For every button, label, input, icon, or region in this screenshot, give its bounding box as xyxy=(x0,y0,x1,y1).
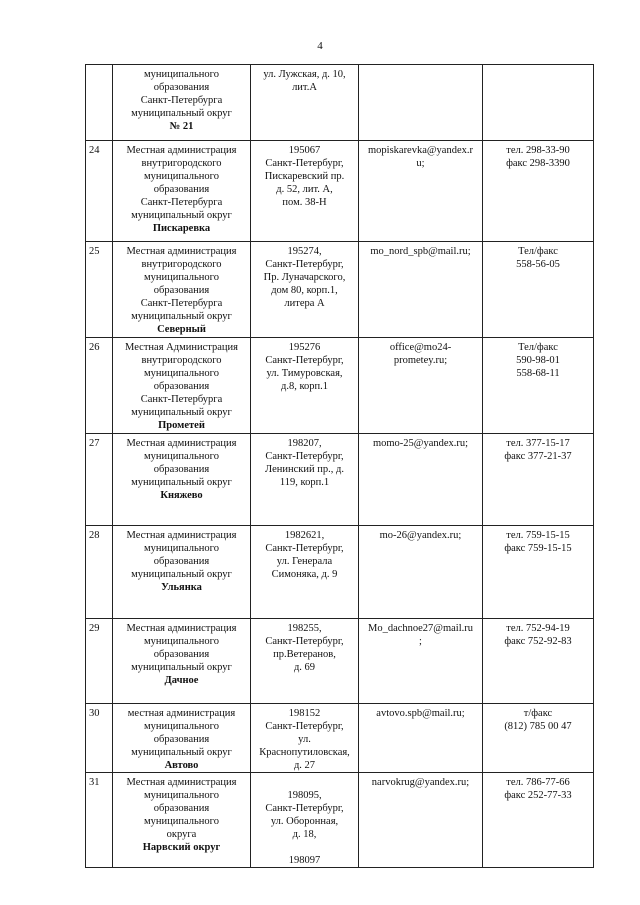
row-number: 30 xyxy=(86,704,113,773)
name-line: муниципальный округ xyxy=(131,210,232,221)
address-line: 198097 xyxy=(288,855,321,866)
name-line: образования xyxy=(153,803,210,814)
address-line: ул. Генерала xyxy=(276,556,333,567)
address-line: Краснопутиловская, xyxy=(259,747,350,758)
email xyxy=(359,338,483,434)
email xyxy=(359,141,483,242)
email-line: narvokrug@yandex.ru; xyxy=(371,777,470,788)
name-line: Местная Администрация xyxy=(125,342,238,353)
name-line: Местная администрация xyxy=(126,530,237,541)
row-number xyxy=(86,65,113,141)
administration-name xyxy=(113,704,251,773)
address-line: Санкт-Петербург, xyxy=(265,259,344,270)
name-line: Санкт-Петербурга xyxy=(140,394,223,405)
row-number: 28 xyxy=(86,526,113,619)
address xyxy=(251,434,359,526)
name-line: образования xyxy=(153,285,210,296)
email-line: momo-25@yandex.ru; xyxy=(372,438,469,449)
table-row xyxy=(86,619,594,704)
table-row xyxy=(86,526,594,619)
administration-name xyxy=(113,434,251,526)
administration-name xyxy=(113,526,251,619)
address-line: пом. 38-Н xyxy=(282,197,327,208)
name-line: муниципального xyxy=(144,721,219,732)
address-line xyxy=(254,841,355,854)
name-line: муниципальный округ xyxy=(131,108,232,119)
address-line: Ленинский пр., д. xyxy=(265,464,344,475)
address-line: д.8, корп.1 xyxy=(280,381,329,392)
address-line: ул. xyxy=(298,734,311,745)
email xyxy=(359,65,483,141)
name-line: муниципального xyxy=(144,790,219,801)
address-line: Пр. Луначарского, xyxy=(263,272,346,283)
name-line: внутригородского xyxy=(141,158,222,169)
phone xyxy=(483,434,594,526)
name-line: внутригородского xyxy=(141,259,222,270)
district-name: Пискаревка xyxy=(152,223,211,234)
name-line: образования xyxy=(153,464,210,475)
address-line: 195067 xyxy=(288,145,321,156)
district-name: Княжево xyxy=(160,490,203,501)
name-line: внутригородского xyxy=(141,355,222,366)
address xyxy=(251,141,359,242)
row-number: 26 xyxy=(86,338,113,434)
district-name: Нарвский округ xyxy=(142,842,221,853)
table-row xyxy=(86,65,594,141)
name-line: муниципального xyxy=(144,69,219,80)
address-line: лит.А xyxy=(292,82,317,93)
address-line: Санкт-Петербург, xyxy=(265,543,344,554)
phone xyxy=(483,141,594,242)
phone xyxy=(483,704,594,773)
email-line: mopiskarevka@yandex.r xyxy=(367,145,473,156)
email-line: office@mo24- xyxy=(389,342,452,353)
email-line: avtovo.spb@mail.ru; xyxy=(376,708,465,719)
address-line: 195274, xyxy=(287,246,322,257)
name-line: образования xyxy=(153,734,210,745)
address-line: Санкт-Петербург, xyxy=(265,451,344,462)
phone-line: 558-68-11 xyxy=(516,368,560,379)
table-row xyxy=(86,704,594,773)
email xyxy=(359,434,483,526)
address xyxy=(251,773,359,868)
name-line: Местная администрация xyxy=(126,438,237,449)
district-name: Прометей xyxy=(158,420,205,431)
address-line: Санкт-Петербург, xyxy=(265,721,344,732)
email-line: mo_nord_spb@mail.ru; xyxy=(370,246,471,257)
address-line: д. 27 xyxy=(293,760,316,771)
address-line: Пискаревский пр. xyxy=(264,171,345,182)
name-line: Местная администрация xyxy=(126,777,237,788)
address xyxy=(251,242,359,338)
address-line: 119, корп.1 xyxy=(279,477,330,488)
row-number: 31 xyxy=(86,773,113,868)
address xyxy=(251,526,359,619)
administration-name xyxy=(113,65,251,141)
email-line: mo-26@yandex.ru; xyxy=(379,530,462,541)
page-number: 4 xyxy=(317,40,323,52)
address-line: 198207, xyxy=(287,438,322,449)
table-body xyxy=(86,65,594,868)
name-line: муниципального xyxy=(144,368,219,379)
email xyxy=(359,704,483,773)
name-line: муниципальный округ xyxy=(131,407,232,418)
district-name: Ульянка xyxy=(161,582,202,593)
name-line: муниципальный округ xyxy=(131,747,232,758)
address-line: 198152 xyxy=(288,708,321,719)
phone-line: тел. 786-77-66 xyxy=(506,777,570,788)
phone-line: факс 298-3390 xyxy=(506,158,570,169)
email xyxy=(359,773,483,868)
name-line: Местная администрация xyxy=(126,246,237,257)
address-line: 195276 xyxy=(288,342,321,353)
email xyxy=(359,619,483,704)
phone-line: (812) 785 00 47 xyxy=(504,721,572,732)
address-line: 198255, xyxy=(287,623,322,634)
email-line: Mo_dachnoe27@mail.ru xyxy=(367,623,474,634)
name-line: муниципальный округ xyxy=(131,662,232,673)
address-line xyxy=(254,776,355,789)
name-line: Санкт-Петербурга xyxy=(140,95,223,106)
name-line: Санкт-Петербурга xyxy=(140,197,223,208)
administration-name xyxy=(113,338,251,434)
email xyxy=(359,526,483,619)
name-line: образования xyxy=(153,649,210,660)
administration-name xyxy=(113,619,251,704)
address-line: пр.Ветеранов, xyxy=(273,649,336,660)
name-line: муниципальный округ xyxy=(131,569,232,580)
name-line: Санкт-Петербурга xyxy=(140,298,223,309)
address-line: ул. Оборонная, xyxy=(270,816,339,827)
name-line: муниципального xyxy=(144,272,219,283)
address-line: Санкт-Петербург, xyxy=(265,803,344,814)
address-line: дом 80, корп.1, xyxy=(271,285,338,296)
table-row xyxy=(86,773,594,868)
email-line: u; xyxy=(416,158,425,169)
district-name: Автово xyxy=(164,760,199,771)
phone-line: Тел/факс xyxy=(518,342,558,353)
address-line: Санкт-Петербург, xyxy=(265,355,344,366)
phone xyxy=(483,65,594,141)
name-line: муниципального xyxy=(144,171,219,182)
address xyxy=(251,619,359,704)
phone-line: факс 759-15-15 xyxy=(504,543,572,554)
address-line: 198095, xyxy=(287,790,322,801)
phone xyxy=(483,619,594,704)
email-line: ; xyxy=(419,636,422,647)
name-line: местная администрация xyxy=(127,708,236,719)
name-line: муниципального xyxy=(144,451,219,462)
phone-line: факс 377-21-37 xyxy=(504,451,572,462)
phone-line: тел. 298-33-90 xyxy=(506,145,570,156)
name-line: Местная администрация xyxy=(126,145,237,156)
administration-name xyxy=(113,242,251,338)
administration-table xyxy=(85,64,594,868)
address-line: Санкт-Петербург, xyxy=(265,158,344,169)
row-number: 25 xyxy=(86,242,113,338)
address-line: Санкт-Петербург, xyxy=(265,636,344,647)
address-line: ул. Лужская, д. 10, xyxy=(263,69,346,80)
administration-name xyxy=(113,773,251,868)
phone xyxy=(483,773,594,868)
name-line: образования xyxy=(153,556,210,567)
phone-line: 590-98-01 xyxy=(516,355,560,366)
name-line: муниципальный округ xyxy=(131,477,232,488)
address-line: д. 69 xyxy=(293,662,316,673)
name-line: образования xyxy=(153,184,210,195)
name-line: муниципальный округ xyxy=(131,311,232,322)
email-line: prometey.ru; xyxy=(393,355,448,366)
phone-line: Тел/факс xyxy=(518,246,558,257)
address-line: ул. Тимуровская, xyxy=(266,368,343,379)
address-line: д. 52, лит. А, xyxy=(276,184,333,195)
administration-name xyxy=(113,141,251,242)
phone-line: тел. 759-15-15 xyxy=(506,530,570,541)
table-row xyxy=(86,338,594,434)
table-row xyxy=(86,434,594,526)
phone-line: тел. 377-15-17 xyxy=(506,438,570,449)
address-line: 1982621, xyxy=(284,530,325,541)
phone-line: тел. 752-94-19 xyxy=(506,623,570,634)
phone xyxy=(483,338,594,434)
district-name: Северный xyxy=(157,324,206,335)
name-line: округа xyxy=(166,829,197,840)
phone-line: факс 752-92-83 xyxy=(504,636,572,647)
address-line: д. 18, xyxy=(292,829,317,840)
address xyxy=(251,338,359,434)
row-number: 27 xyxy=(86,434,113,526)
name-line: Местная администрация xyxy=(126,623,237,634)
row-number: 29 xyxy=(86,619,113,704)
address xyxy=(251,65,359,141)
phone-line: т/факс xyxy=(523,708,553,719)
table-row xyxy=(86,242,594,338)
phone-line: факс 252-77-33 xyxy=(504,790,572,801)
row-number: 24 xyxy=(86,141,113,242)
district-name: Дачное xyxy=(164,675,199,686)
name-line: муниципального xyxy=(144,636,219,647)
email xyxy=(359,242,483,338)
name-line: образования xyxy=(153,82,210,93)
address xyxy=(251,704,359,773)
phone xyxy=(483,526,594,619)
name-line: образования xyxy=(153,381,210,392)
district-name: № 21 xyxy=(169,121,194,132)
address-line: литера А xyxy=(284,298,325,309)
phone xyxy=(483,242,594,338)
name-line: муниципального xyxy=(144,543,219,554)
address-line: Симоняка, д. 9 xyxy=(271,569,338,580)
table-row xyxy=(86,141,594,242)
name-line: муниципального xyxy=(144,816,219,827)
phone-line: 558-56-05 xyxy=(516,259,560,270)
